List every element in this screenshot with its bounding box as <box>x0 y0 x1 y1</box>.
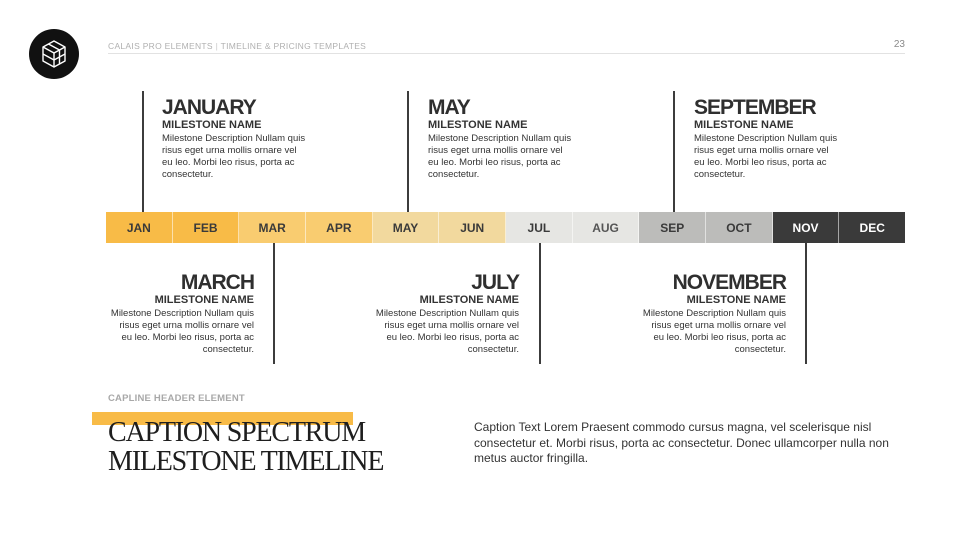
milestone-description <box>79 308 254 356</box>
description-line: consectetur. <box>202 344 254 355</box>
caption-title <box>108 418 383 476</box>
milestone-name: MILESTONE NAME <box>419 294 519 306</box>
milestone-description <box>611 308 786 356</box>
milestone-name: MILESTONE NAME <box>162 119 262 131</box>
description-line: risus eget urna mollis ornare vel <box>428 145 563 156</box>
description-line: consectetur. <box>694 169 746 180</box>
month-cell-jul: JUL <box>506 212 573 243</box>
connector-july <box>539 243 541 364</box>
description-line: consectetur. <box>162 169 214 180</box>
milestone-january <box>162 96 337 181</box>
month-cell-may: MAY <box>373 212 440 243</box>
milestone-month: JANUARY <box>162 96 256 119</box>
month-cell-aug: AUG <box>573 212 640 243</box>
caption-text: Caption Text Lorem Praesent commodo cursus magna, vel scelerisque nisl consectetur et. Morbi risus, porta ac consectetur. Donec ullamcorper nulla non metus auctor fringilla. <box>474 420 889 465</box>
logo <box>29 29 79 79</box>
milestone-description <box>694 133 869 181</box>
description-line: eu leo. Morbi leo risus, porta ac <box>162 157 295 168</box>
milestone-month: MARCH <box>180 271 254 294</box>
month-cell-nov: NOV <box>773 212 840 243</box>
connector-january <box>142 91 144 212</box>
description-line: risus eget urna mollis ornare vel <box>119 320 254 331</box>
description-line: eu leo. Morbi leo risus, porta ac <box>121 332 254 343</box>
milestone-july <box>344 271 519 356</box>
caption-title-line: CAPTION SPECTRUM <box>108 417 365 448</box>
page-number: 23 <box>893 39 905 50</box>
description-line: Milestone Description Nullam quis <box>642 308 786 319</box>
connector-september <box>673 91 675 212</box>
description-line: eu leo. Morbi leo risus, porta ac <box>653 332 786 343</box>
description-line: risus eget urna mollis ornare vel <box>651 320 786 331</box>
description-line: eu leo. Morbi leo risus, porta ac <box>428 157 561 168</box>
milestone-may <box>428 96 603 181</box>
brand-name: CALAIS PRO ELEMENTS <box>108 41 213 51</box>
month-cell-mar: MAR <box>239 212 306 243</box>
milestone-month: SEPTEMBER <box>694 96 816 119</box>
milestone-name: MILESTONE NAME <box>428 119 528 131</box>
month-cell-apr: APR <box>306 212 373 243</box>
connector-november <box>805 243 807 364</box>
capline-header: CAPLINE HEADER ELEMENT <box>108 393 245 404</box>
milestone-description <box>428 133 603 181</box>
connector-may <box>407 91 409 212</box>
milestone-november <box>611 271 786 356</box>
milestone-name: MILESTONE NAME <box>694 119 794 131</box>
description-line: risus eget urna mollis ornare vel <box>384 320 519 331</box>
month-bar <box>106 212 905 243</box>
description-line: consectetur. <box>734 344 786 355</box>
milestone-name: MILESTONE NAME <box>154 294 254 306</box>
isometric-cube-icon <box>41 39 67 69</box>
milestone-month: JULY <box>471 271 519 294</box>
description-line: Milestone Description Nullam quis <box>110 308 254 319</box>
description-line: consectetur. <box>428 169 480 180</box>
month-cell-jan: JAN <box>106 212 173 243</box>
milestone-description <box>344 308 519 356</box>
month-cell-sep: SEP <box>639 212 706 243</box>
description-line: risus eget urna mollis ornare vel <box>694 145 829 156</box>
milestone-september <box>694 96 869 181</box>
milestone-description <box>162 133 337 181</box>
header-divider <box>108 53 905 54</box>
month-cell-oct: OCT <box>706 212 773 243</box>
connector-march <box>273 243 275 364</box>
description-line: Milestone Description Nullam quis <box>162 133 306 144</box>
description-line: Milestone Description Nullam quis <box>375 308 519 319</box>
description-line: eu leo. Morbi leo risus, porta ac <box>694 157 827 168</box>
description-line: Milestone Description Nullam quis <box>428 133 572 144</box>
breadcrumb <box>108 41 366 51</box>
month-cell-feb: FEB <box>173 212 240 243</box>
description-line: consectetur. <box>467 344 519 355</box>
milestone-month: NOVEMBER <box>672 271 786 294</box>
month-cell-jun: JUN <box>439 212 506 243</box>
month-cell-dec: DEC <box>839 212 905 243</box>
milestone-month: MAY <box>428 96 470 119</box>
description-line: Milestone Description Nullam quis <box>694 133 838 144</box>
milestone-name: MILESTONE NAME <box>686 294 786 306</box>
breadcrumb-separator: | <box>215 41 219 51</box>
breadcrumb-subtitle: TIMELINE & PRICING TEMPLATES <box>220 41 367 51</box>
milestone-march <box>79 271 254 356</box>
description-line: eu leo. Morbi leo risus, porta ac <box>386 332 519 343</box>
description-line: risus eget urna mollis ornare vel <box>162 145 297 156</box>
caption-title-line: MILESTONE TIMELINE <box>108 446 384 477</box>
